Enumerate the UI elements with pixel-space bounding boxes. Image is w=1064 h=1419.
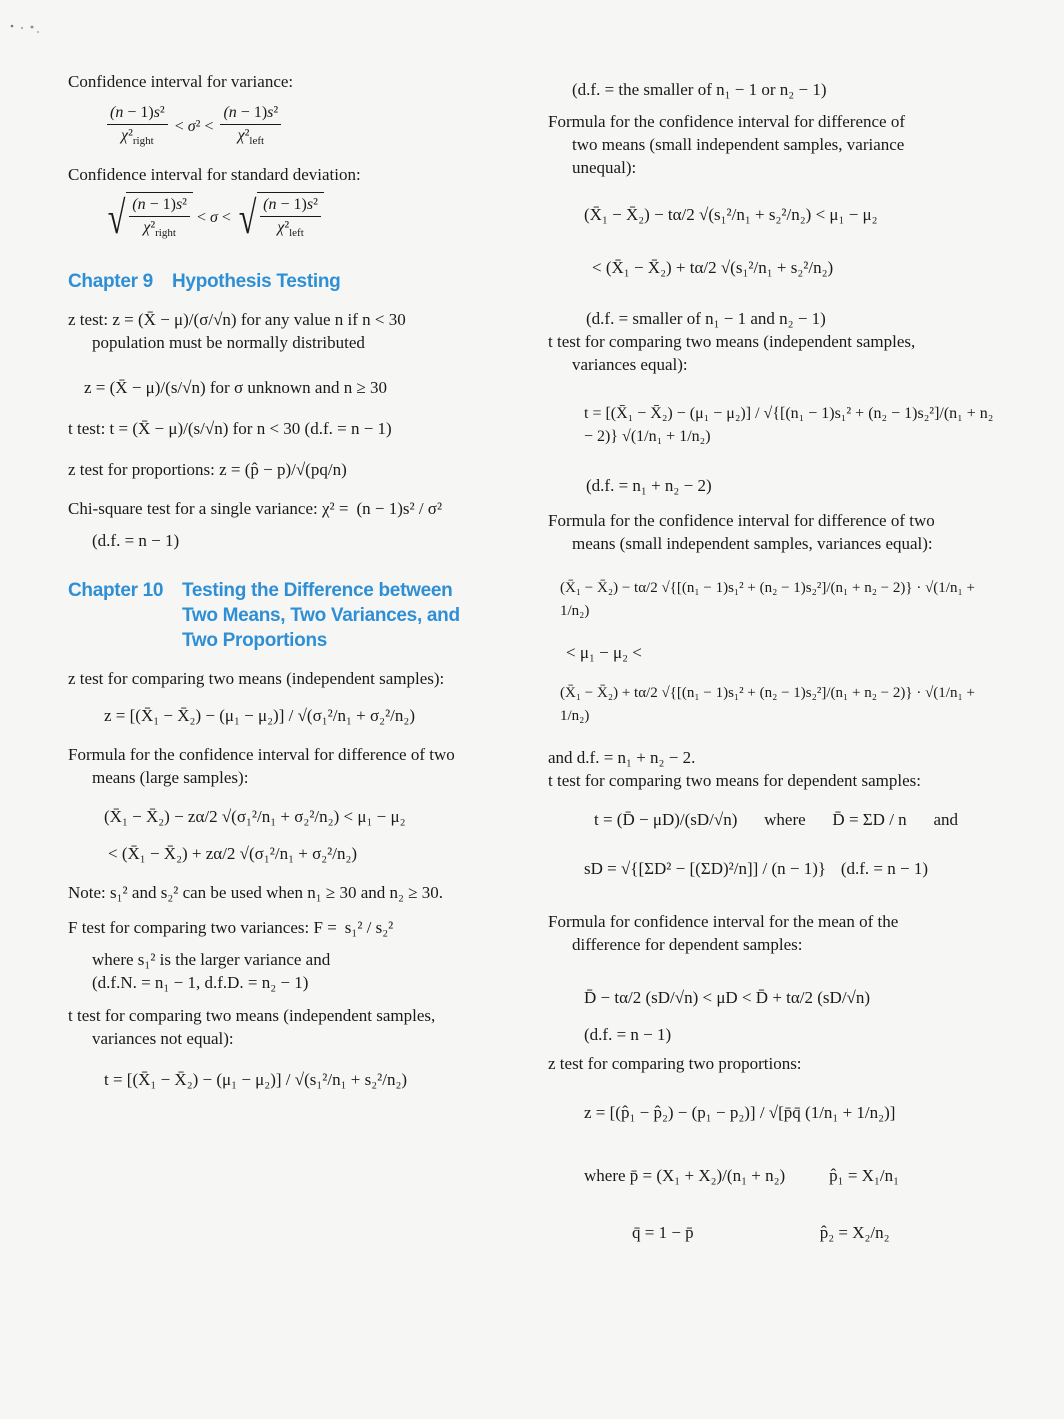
pbar-row [584,1164,998,1187]
z-two-means-formula: z = [(X̄₁ − X̄₂) − (μ₁ − μ₂)] / √(σ₁²/n₁ + σ₂²/n₂) [104,706,415,726]
t-equal-formula: t = [(X̄₁ − X̄₂) − (μ₁ − μ₂)] / √{[(n₁ − 1)s₁² + (n₂ − 1)s₂²]/(n₁ + n₂ − 2)} √(1/n₁ + 1/n₂) [584,405,994,445]
z-prop-formula: z = [(p̂₁ − p̂₂) − (p₁ − p₂)] / √[p̄q̄ (1/n₁ + 1/n₂)] [584,1103,896,1122]
chapter-10-title-line: Two Means, Two Variances, and [182,605,460,627]
ci-small-unequal-formula: (X̄₁ − X̄₂) − tα/2 √(s₁²/n₁ + s₂²/n₂) < μ₁ − μ₂ [584,205,878,224]
ci-small-equal-label: means (small independent samples, variances equal): [572,534,933,553]
chisq-label: Chi-square test for a single variance: χ² = [68,499,349,519]
f-label: F test for comparing two variances: F = [68,918,337,938]
ci-dep-label: difference for dependent samples: [572,935,803,954]
corner-smudge [8,22,44,36]
f-formula: s₁² / s₂² [344,918,394,938]
chisq-test [68,499,518,519]
ztest-note: population must be normally distributed [92,333,365,353]
ci-large-formula: < (X̄₁ − X̄₂) + zα/2 √(σ₁²/n₁ + σ₂²/n₂) [108,844,358,864]
t-dependent-row [594,808,958,831]
ci-small-equal-label: Formula for the confidence interval for difference of two [548,511,935,530]
ci-large-label: Formula for the confidence interval for difference of two [68,745,455,765]
ci-dep-df: (d.f. = n − 1) [584,1025,672,1044]
t-unequal-formula: t = [(X̄₁ − X̄₂) − (μ₁ − μ₂)] / √(s₁²/n₁ + s₂²/n₂) [104,1070,408,1090]
chapter-10-heading [68,578,518,653]
z-prop-single-formula: z test for proportions: z = (p̂ − p)/√(pq/n) [68,460,347,480]
ci-large-label: means (large samples): [92,768,249,788]
chisq-df: (d.f. = n − 1) [92,531,180,551]
chapter-9-title: Hypothesis Testing [172,271,341,293]
f-where: where s₁² is the larger variance and [92,950,331,970]
chapter-10-title-line: Two Proportions [182,630,328,652]
t-dependent-label: t test for comparing two means for dependent samples: [548,771,921,790]
sd-row [584,857,928,880]
qbar-row [632,1221,998,1244]
ci-small-equal-formula: < μ₁ − μ₂ < [566,643,642,662]
chapter-10-title-line: Testing the Difference between [182,580,453,602]
qbar-formula: q̄ = 1 − p̄ [632,1223,694,1242]
z-prop-label: z test for comparing two proportions: [548,1054,802,1073]
ttest-formula: t test: t = (X̄ − μ)/(s/√n) for n < 30 (d.f. = n − 1) [68,419,392,439]
chapter-10-number: Chapter 10 [68,580,164,602]
f-test [68,918,518,938]
chapter-9-number: Chapter 9 [68,271,153,293]
ci-variance-formula: $\frac{\text{(n − 1)s²}}{\chi^2_{right}}$ < σ² < $\frac{\text{(n − 1)s²}}{\chi^2_{left}}$ [104,103,518,151]
note: Note: s₁² and s₂² can be used when n₁ ≥ 30 and n₂ ≥ 30. [68,883,444,903]
z-unknown-formula: z = (X̄ − μ)/(s/√n) for σ unknown and n ≥ 30 [84,378,388,398]
ci-dep-formula: D̄ − tα/2 (sD/√n) < μD < D̄ + tα/2 (sD/√n) [584,988,871,1007]
chapter-9-heading [68,269,518,294]
ci-small-unequal-label: two means (small independent samples, variance [572,135,905,154]
left-column [68,70,518,1091]
sd-formula: sD = √{[ΣD² − [(ΣD)²/n]] / (n − 1)} [584,859,827,878]
ci-small-unequal-label: Formula for the confidence interval for difference of [548,112,905,131]
t-dependent-formula: t = (D̄ − μD)/(sD/√n) [594,810,738,829]
ci-sd-label: Confidence interval for standard deviation: [68,165,361,185]
chisq-formula: (n − 1)s² / σ² [356,499,443,519]
z-two-means-label: z test for comparing two means (independent samples): [68,669,445,689]
t-unequal-label: t test for comparing two means (independent samples, [68,1006,436,1026]
pbar-formula: where p̄ = (X₁ + X₂)/(n₁ + n₂) [584,1166,786,1185]
and-text: and [933,810,958,829]
ci-small-equal-formula: (X̄₁ − X̄₂) − tα/2 √{[(n₁ − 1)s₁² + (n₂ − 1)s₂²]/(n₁ + n₂ − 2)} · √(1/n₁ + 1/n₂) [560,580,975,619]
ci-sd-formula: √ $\frac{\text{(n − 1)s²}}{\chi^2_{right}}$ < σ < √ $\frac{\text{(n − 1)s²}}{\chi^2_{left}}$ [104,192,518,243]
p1hat-formula: p̂₁ = X₁/n₁ [829,1166,900,1185]
t-equal-label: variances equal): [572,355,688,374]
ci-variance-label: Confidence interval for variance: [68,72,294,91]
f-where: (d.f.N. = n₁ − 1, d.f.D. = n₂ − 1) [92,973,309,993]
df-smaller: (d.f. = the smaller of n₁ − 1 or n₂ − 1) [572,80,827,99]
and-df: and d.f. = n₁ + n₂ − 2. [548,748,696,767]
df-smaller: (d.f. = smaller of n₁ − 1 and n₂ − 1) [586,309,826,328]
sd-df: (d.f. = n − 1) [840,859,928,878]
where-text: where [764,810,806,829]
t-equal-label: t test for comparing two means (independent samples, [548,332,916,351]
ci-small-unequal-label: unequal): [572,158,637,177]
ci-small-equal-formula: (X̄₁ − X̄₂) + tα/2 √{[(n₁ − 1)s₁² + (n₂ − 1)s₂²]/(n₁ + n₂ − 2)} · √(1/n₁ + 1/n₂) [560,685,975,724]
ci-small-unequal-formula: < (X̄₁ − X̄₂) + tα/2 √(s₁²/n₁ + s₂²/n₂) [592,258,834,277]
ci-dep-label: Formula for confidence interval for the mean of the [548,912,899,931]
ztest-formula: z test: z = (X̄ − μ)/(σ/√n) for any value n if n < 30 [68,310,406,330]
df-equal: (d.f. = n₁ + n₂ − 2) [586,476,712,495]
right-column [548,78,998,1244]
ci-large-formula: (X̄₁ − X̄₂) − zα/2 √(σ₁²/n₁ + σ₂²/n₂) < μ₁ − μ₂ [104,807,406,827]
dbar-formula: D̄ = ΣD / n [832,810,907,829]
p2hat-formula: p̂₂ = X₂/n₂ [819,1223,890,1242]
t-unequal-label: variances not equal): [92,1029,234,1049]
